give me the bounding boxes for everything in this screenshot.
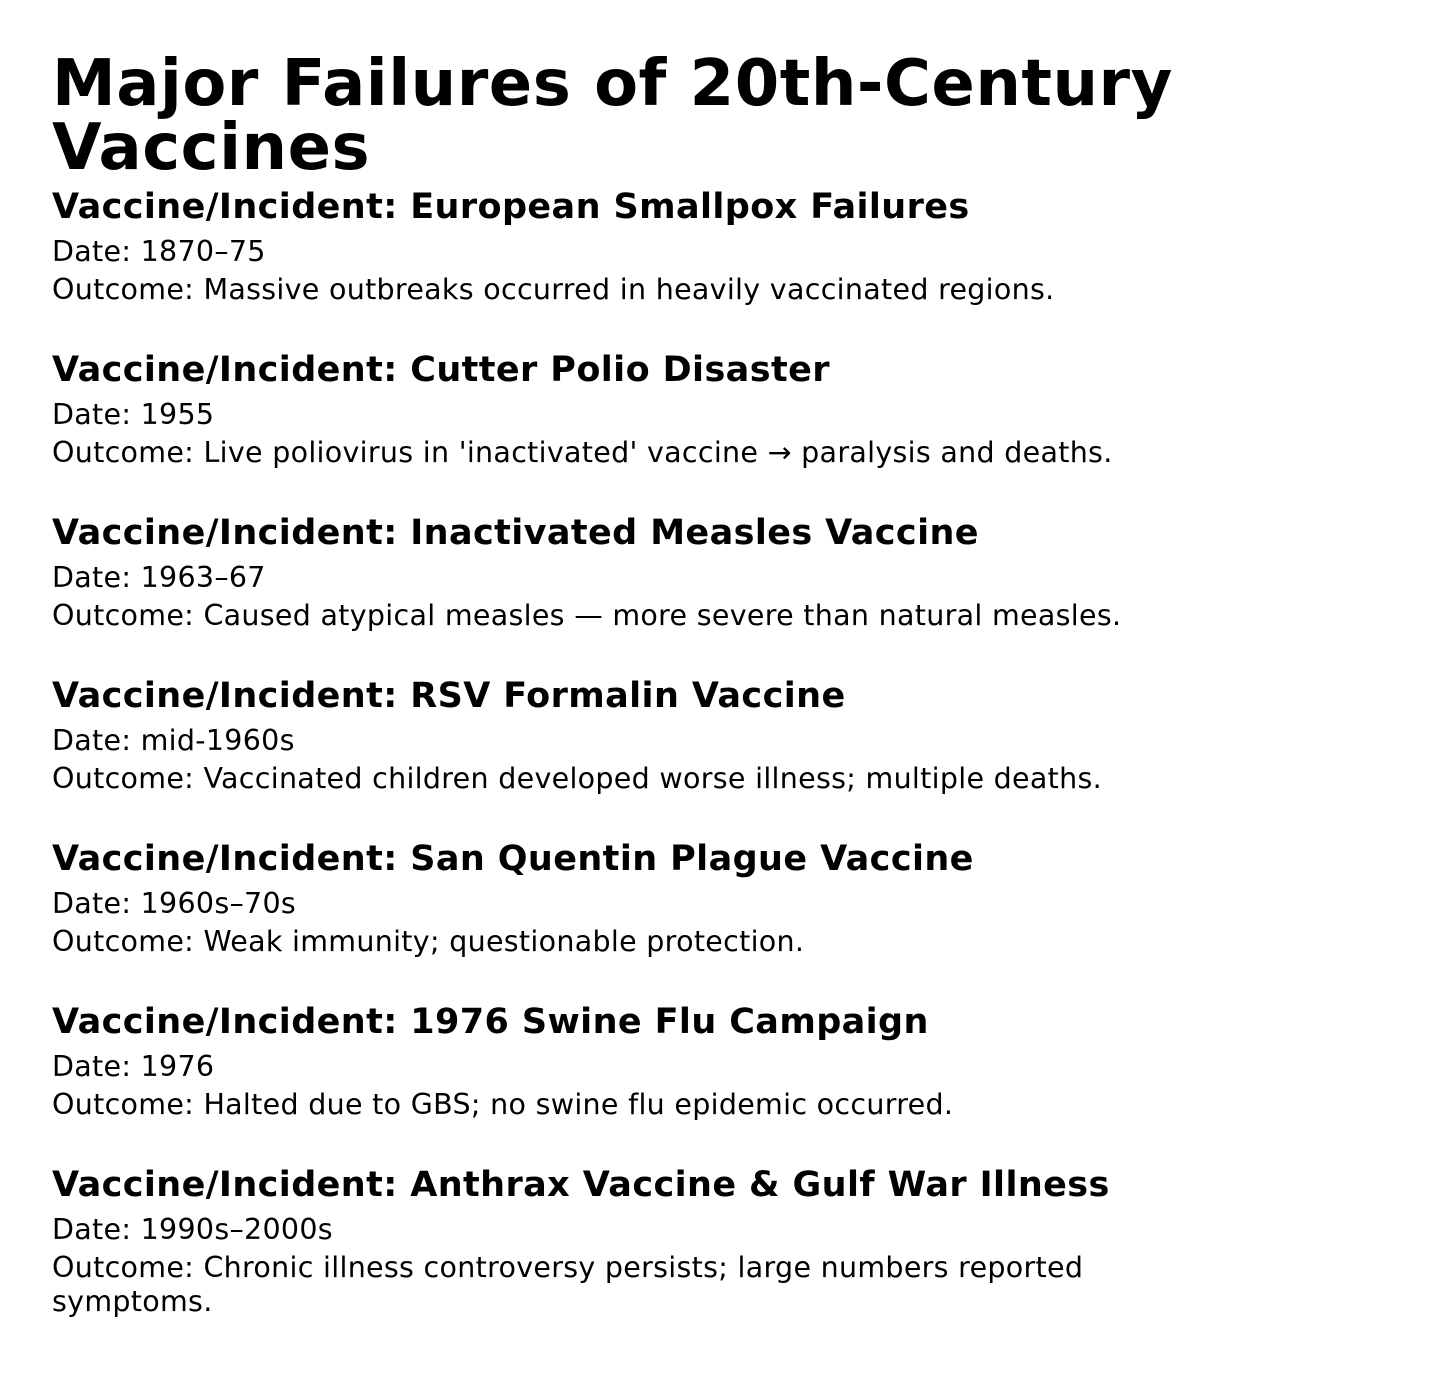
incident-name: RSV Formalin Vaccine [410, 676, 846, 716]
incident-name: San Quentin Plague Vaccine [410, 839, 974, 879]
incident-entry [52, 186, 1456, 307]
outcome-value: Weak immunity; questionable protection. [203, 925, 805, 958]
incident-entry [52, 349, 1456, 470]
date-label: Date: [52, 887, 141, 920]
incident-outcome [52, 273, 1202, 307]
date-value: 1976 [140, 1050, 215, 1083]
incident-date [52, 724, 1202, 758]
date-label: Date: [52, 1050, 141, 1083]
incident-label: Vaccine/Incident: [52, 1165, 411, 1205]
incident-name: Inactivated Measles Vaccine [410, 513, 979, 553]
incident-heading [52, 186, 1456, 228]
outcome-value: Massive outbreaks occurred in heavily vaccinated regions. [203, 273, 1055, 306]
incident-label: Vaccine/Incident: [52, 350, 411, 390]
outcome-label: Outcome: [52, 436, 204, 469]
incident-heading [52, 1001, 1456, 1043]
date-label: Date: [52, 561, 141, 594]
date-value: 1990s–2000s [140, 1213, 333, 1246]
date-value: 1960s–70s [140, 887, 297, 920]
incident-date [52, 887, 1202, 921]
incident-heading [52, 512, 1456, 554]
incident-label: Vaccine/Incident: [52, 676, 411, 716]
incident-outcome [52, 925, 1202, 959]
date-value: 1955 [140, 398, 215, 431]
incident-date [52, 398, 1202, 432]
outcome-label: Outcome: [52, 599, 204, 632]
outcome-label: Outcome: [52, 1251, 204, 1284]
outcome-value: Live poliovirus in 'inactivated' vaccine → paralysis and deaths. [203, 436, 1113, 469]
incident-outcome [52, 762, 1202, 796]
outcome-value: Vaccinated children developed worse illness; multiple deaths. [203, 762, 1102, 795]
incident-entry [52, 512, 1456, 633]
outcome-value: Halted due to GBS; no swine flu epidemic occurred. [203, 1088, 954, 1121]
incident-name: Anthrax Vaccine & Gulf War Illness [410, 1165, 1110, 1205]
outcome-label: Outcome: [52, 273, 204, 306]
incident-outcome [52, 1088, 1202, 1122]
outcome-label: Outcome: [52, 925, 204, 958]
incident-label: Vaccine/Incident: [52, 1002, 411, 1042]
incident-heading [52, 675, 1456, 717]
incident-name: European Smallpox Failures [410, 187, 970, 227]
incident-outcome [52, 599, 1202, 633]
outcome-label: Outcome: [52, 1088, 204, 1121]
incident-heading [52, 1164, 1456, 1206]
incident-name: Cutter Polio Disaster [410, 350, 830, 390]
incident-date [52, 561, 1202, 595]
date-value: mid-1960s [140, 724, 295, 757]
page-title: Major Failures of 20th-Century Vaccines [52, 47, 1173, 185]
date-value: 1870–75 [140, 235, 266, 268]
date-label: Date: [52, 398, 141, 431]
incident-entry [52, 675, 1456, 796]
date-value: 1963–67 [140, 561, 266, 594]
incident-entry [52, 1001, 1456, 1122]
incident-outcome [52, 1251, 1202, 1319]
outcome-value: Caused atypical measles — more severe than natural measles. [203, 599, 1122, 632]
date-label: Date: [52, 1213, 141, 1246]
date-label: Date: [52, 724, 141, 757]
incident-label: Vaccine/Incident: [52, 839, 411, 879]
outcome-label: Outcome: [52, 762, 204, 795]
incident-entry [52, 1164, 1456, 1319]
incident-date [52, 235, 1202, 269]
incident-date [52, 1050, 1202, 1084]
incident-outcome [52, 436, 1202, 470]
outcome-value: Chronic illness controversy persists; large numbers reported symptoms. [52, 1251, 1084, 1318]
date-label: Date: [52, 235, 141, 268]
incident-entry [52, 838, 1456, 959]
incident-name: 1976 Swine Flu Campaign [410, 1002, 929, 1042]
incident-label: Vaccine/Incident: [52, 187, 411, 227]
incident-heading [52, 349, 1456, 391]
incident-date [52, 1213, 1202, 1247]
incident-label: Vaccine/Incident: [52, 513, 411, 553]
incident-heading [52, 838, 1456, 880]
